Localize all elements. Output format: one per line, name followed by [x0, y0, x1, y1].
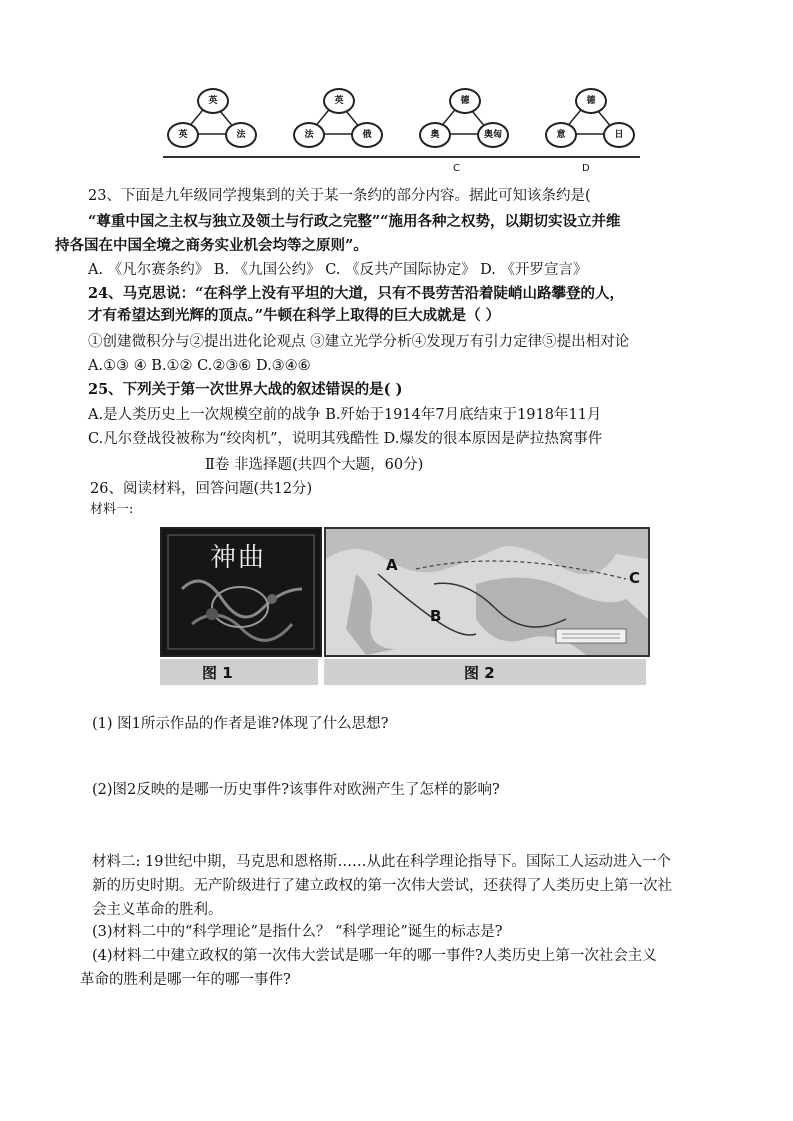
diagram-node: 法: [293, 122, 325, 148]
diagram-node: 英: [323, 88, 355, 114]
diagram-node: 奥: [419, 122, 451, 148]
diagram-node: 法: [225, 122, 257, 148]
figure-1-title: 神曲: [210, 543, 267, 573]
q24-line-2: 才有希望达到光辉的顶点。”牛顿在科学上取得的巨大成就是（ ）: [88, 307, 501, 324]
diagram-node: 英: [167, 122, 199, 148]
q26-stem: 26、阅读材料，回答问题(共12分): [90, 481, 313, 497]
q23-options: A. 《凡尔赛条约》 B. 《九国公约》 C. 《反共产国际协定》 D. 《开罗宣言》: [88, 262, 588, 278]
diagram-node: 德: [575, 88, 607, 114]
figure-area: [160, 527, 648, 685]
figure-1-caption: 图 1: [202, 664, 233, 682]
diagram-label-c: C: [453, 163, 460, 174]
figure-2-caption: 图 2: [464, 664, 495, 682]
diagram-label-d: D: [582, 163, 590, 174]
q23-quote-1: “尊重中国之主权与独立及领土与行政之完整”“施用各种之权势，以期切实设立并维: [88, 213, 621, 230]
material-2-line-3: 会主义革命的胜利。: [92, 902, 223, 918]
diagram-a: [163, 84, 259, 154]
q25-stem: 25、下列关于第一次世界大战的叙述错误的是( ): [88, 381, 403, 398]
q26-sub-2: (2)图2反映的是哪一历史事件?该事件对欧洲产生了怎样的影响?: [92, 782, 500, 798]
diagram-node: 英: [197, 88, 229, 114]
q26-sub-1: (1) 图1所示作品的作者是谁?体现了什么思想?: [92, 716, 389, 732]
figure-1-image: [160, 527, 322, 657]
q26-sub-3: (3)材料二中的“科学理论”是指什么？ “科学理论”诞生的标志是?: [92, 924, 503, 940]
q24-options: A.①③ ④ B.①② C.②③⑥ D.③④⑥: [88, 358, 311, 374]
figure-2-map: [324, 527, 650, 657]
map-label-c: C: [629, 569, 641, 587]
alliance-diagrams: [163, 82, 640, 158]
q25-line-1: A.是人类历史上一次规模空前的战争 B.歼始于1914年7月底结束于1918年11月: [88, 407, 602, 423]
diagram-node: 俄: [351, 122, 383, 148]
diagram-d: [541, 84, 637, 154]
map-label-a: A: [386, 556, 398, 574]
map-label-b: B: [430, 607, 442, 625]
q25-line-2: C.凡尔登战役被称为“绞肉机”，说明其残酷性 D.爆发的很本原因是萨拉热窝事件: [88, 431, 603, 447]
material-2-line-1: 材料二: 19世纪中期，马克思和恩格斯……从此在科学理论指导下。国际工人运动进入一个: [92, 854, 671, 870]
material-2-line-2: 新的历史时期。无产阶级进行了建立政权的第一次伟大尝试，还获得了人类历史上第一次社: [92, 878, 672, 894]
diagram-node: 奥匈: [477, 122, 509, 148]
q23-stem: 23、下面是九年级同学搜集到的关于某一条约的部分内容。据此可知该条约是(: [88, 188, 591, 204]
diagram-node: 日: [603, 122, 635, 148]
q24-line-3: ①创建微积分与②提出进化论观点 ③建立光学分析④发现万有引力定律⑤提出相对论: [88, 334, 630, 350]
q26-sub-4-line-2: 革命的胜利是哪一年的哪一事件?: [80, 972, 291, 988]
q23-quote-2: 持各国在中国全境之商务实业机会均等之原则”。: [55, 237, 368, 254]
material-1-label: 材料一:: [90, 502, 134, 517]
diagram-b: [289, 84, 385, 154]
diagram-node: 意: [545, 122, 577, 148]
q26-sub-4-line-1: (4)材料二中建立政权的第一次伟大尝试是哪一年的哪一事件?人类历史上第一次社会主义: [92, 948, 657, 964]
diagram-c: [415, 84, 511, 154]
figure-2-caption-bar: [324, 659, 646, 685]
q24-line-1: 24、马克思说：“在科学上没有平坦的大道，只有不畏劳苦沿着陡峭山路攀登的人，: [88, 285, 625, 302]
section-title: Ⅱ卷 非选择题(共四个大题，60分): [205, 457, 424, 473]
diagram-node: 德: [449, 88, 481, 114]
figure-1-caption-bar: [160, 659, 318, 685]
